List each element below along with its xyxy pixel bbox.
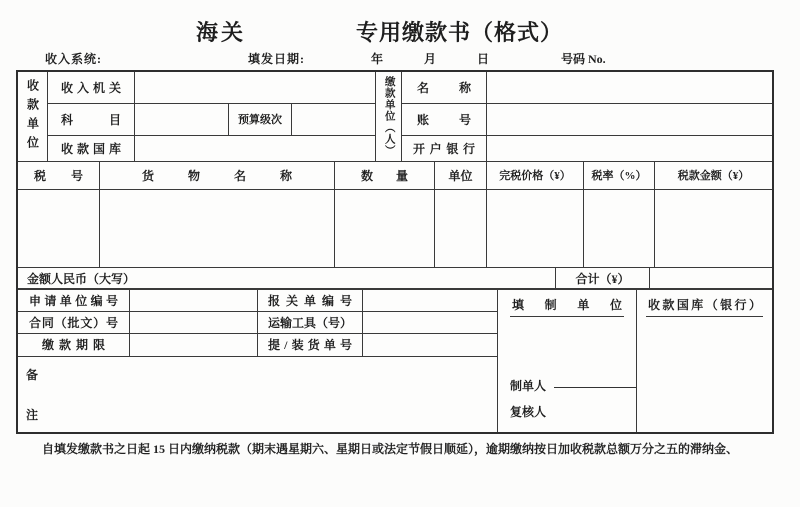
payment-deadline-field xyxy=(130,334,258,357)
remarks-char-top: 备 xyxy=(26,368,39,382)
payer-name-field xyxy=(487,72,772,104)
issue-date-label: 填发日期: xyxy=(248,52,305,66)
contract-number-field xyxy=(130,312,258,334)
account-number-field xyxy=(487,104,772,136)
goods-header-quantity: 数量 xyxy=(335,162,435,190)
form-title-customs: 海关 xyxy=(196,20,247,45)
remarks-char-bottom: 注 xyxy=(26,408,39,422)
lading-bill-number-label: 提/装货单号 xyxy=(258,334,363,357)
goods-body-quantity xyxy=(335,190,435,268)
preparer-signature-line xyxy=(554,386,637,388)
serial-number-label: 号码 No. xyxy=(561,52,606,66)
form-title-main: 专用缴款书（格式） xyxy=(356,20,564,45)
payer-vertical-label xyxy=(376,72,402,162)
goods-body-tax-amount xyxy=(655,190,772,268)
form-table xyxy=(16,70,774,434)
subject-field xyxy=(135,104,229,136)
lading-bill-number-field xyxy=(363,334,498,357)
goods-body-name xyxy=(100,190,335,268)
subject-label: 科目 xyxy=(48,104,135,136)
preparer-label: 制单人 xyxy=(510,379,547,393)
income-agency-field xyxy=(135,72,376,104)
remarks-label xyxy=(26,366,38,423)
month-label: 月 xyxy=(424,52,437,66)
transport-vehicle-field xyxy=(363,312,498,334)
goods-header-tax-no: 税号 xyxy=(18,162,100,190)
goods-header-tax-rate: 税率（%） xyxy=(584,162,655,190)
goods-body-dutiable-value xyxy=(487,190,584,268)
payee-treasury-field xyxy=(135,136,376,162)
issuer-title: 填制单位 xyxy=(510,296,624,317)
payment-deadline-label: 缴款期限 xyxy=(18,334,130,357)
total-label: 合计（¥） xyxy=(556,268,650,290)
issuer-signers xyxy=(510,368,637,420)
goods-header-dutiable-value: 完税价格（¥） xyxy=(487,162,584,190)
footer-note: 自填发缴款书之日起 15 日内缴纳税款（期末遇星期六、星期日或法定节假日顺延），逾期缴纳按日加收税款总额万分之五的滞纳金、 xyxy=(42,442,739,456)
treasury-bank-cell xyxy=(637,290,772,432)
issuer-cell xyxy=(498,290,637,432)
treasury-bank-title: 收款国库（银行） xyxy=(646,296,763,317)
payer-vertical-text: 缴款单位（人） xyxy=(383,76,395,157)
budget-level-field xyxy=(292,104,376,136)
goods-body-unit xyxy=(435,190,487,268)
goods-header-name: 货物名称 xyxy=(100,162,335,190)
payee-vertical-label xyxy=(18,72,48,162)
goods-header-tax-amount: 税款金额（¥） xyxy=(655,162,772,190)
year-label: 年 xyxy=(371,52,384,66)
amount-in-words-label: 金额人民币（大写） xyxy=(18,268,556,290)
payer-name-label: 名称 xyxy=(402,72,487,104)
applicant-unit-number-label: 申请单位编号 xyxy=(18,290,130,312)
income-system-label: 收入系统: xyxy=(45,52,102,66)
bank-field xyxy=(487,136,772,162)
day-label: 日 xyxy=(477,52,490,66)
remarks-cell xyxy=(18,357,498,432)
budget-level-label: 预算级次 xyxy=(229,104,292,136)
income-agency-label: 收入机关 xyxy=(48,72,135,104)
reviewer-label: 复核人 xyxy=(510,405,547,419)
applicant-unit-number-field xyxy=(130,290,258,312)
reviewer-row xyxy=(510,403,637,420)
payee-treasury-label: 收款国库 xyxy=(48,136,135,162)
preparer-row xyxy=(510,377,637,394)
account-number-label: 账号 xyxy=(402,104,487,136)
goods-body-tax-rate xyxy=(584,190,655,268)
declaration-number-label: 报关单编号 xyxy=(258,290,363,312)
bank-label: 开户银行 xyxy=(402,136,487,162)
declaration-number-field xyxy=(363,290,498,312)
payee-vertical-text: 收款单位 xyxy=(25,78,40,155)
transport-vehicle-label: 运输工具（号） xyxy=(258,312,363,334)
contract-number-label: 合同（批文）号 xyxy=(18,312,130,334)
total-amount-field xyxy=(650,268,772,290)
goods-body-tax-no xyxy=(18,190,100,268)
goods-header-unit: 单位 xyxy=(435,162,487,190)
